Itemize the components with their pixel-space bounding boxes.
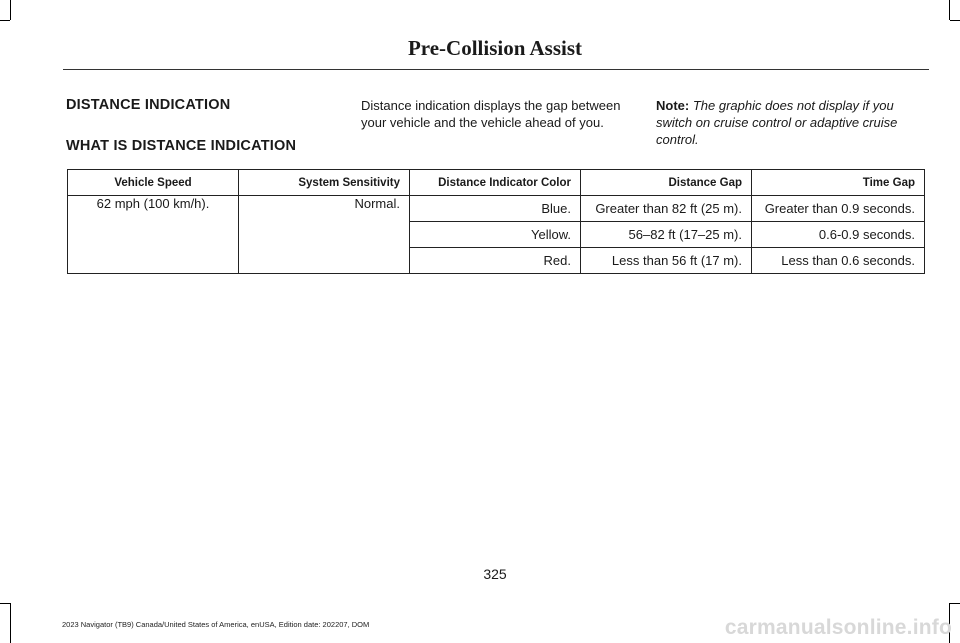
cell-distance-gap: Less than 56 ft (17 m).	[581, 248, 752, 274]
note-label: Note:	[656, 98, 690, 113]
crop-mark	[949, 0, 950, 20]
page-number: 325	[483, 566, 507, 582]
section-heading: DISTANCE INDICATION	[66, 97, 231, 113]
page-title: Pre-Collision Assist	[407, 36, 583, 60]
header-system-sensitivity: System Sensitivity	[239, 170, 410, 196]
crop-mark	[10, 603, 11, 643]
crop-mark	[0, 20, 10, 21]
crop-mark	[10, 0, 11, 20]
cell-time-gap: Less than 0.6 seconds.	[752, 248, 925, 274]
cell-indicator-color: Red.	[410, 248, 581, 274]
header-vehicle-speed: Vehicle Speed	[68, 170, 239, 196]
cell-indicator-color: Blue.	[410, 196, 581, 222]
table-row	[68, 196, 925, 222]
cell-distance-gap: 56–82 ft (17–25 m).	[581, 222, 752, 248]
note-text: The graphic does not display if you switch on cruise control or adaptive cruise control.	[656, 98, 898, 147]
header-indicator-color: Distance Indicator Color	[410, 170, 581, 196]
note-paragraph	[656, 97, 931, 148]
title-rule	[63, 69, 929, 70]
section-subheading: WHAT IS DISTANCE INDICATION	[66, 138, 297, 154]
cell-vehicle-speed: 62 mph (100 km/h).	[68, 196, 239, 274]
crop-mark	[950, 603, 960, 604]
cell-distance-gap: Greater than 82 ft (25 m).	[581, 196, 752, 222]
cell-time-gap: Greater than 0.9 seconds.	[752, 196, 925, 222]
body-paragraph: Distance indication displays the gap between your vehicle and the vehicle ahead of you.	[361, 98, 621, 130]
header-time-gap: Time Gap	[752, 170, 925, 196]
header-distance-gap: Distance Gap	[581, 170, 752, 196]
table-header-row	[68, 170, 925, 196]
edition-footer: 2023 Navigator (TB9) Canada/United States of America, enUSA, Edition date: 202207, DOM	[62, 620, 370, 629]
crop-mark	[0, 603, 10, 604]
cell-indicator-color: Yellow.	[410, 222, 581, 248]
cell-system-sensitivity: Normal.	[239, 196, 410, 274]
crop-mark	[950, 20, 960, 21]
distance-table	[67, 169, 925, 274]
cell-time-gap: 0.6-0.9 seconds.	[752, 222, 925, 248]
watermark: carmanualsonline.info	[724, 616, 952, 639]
